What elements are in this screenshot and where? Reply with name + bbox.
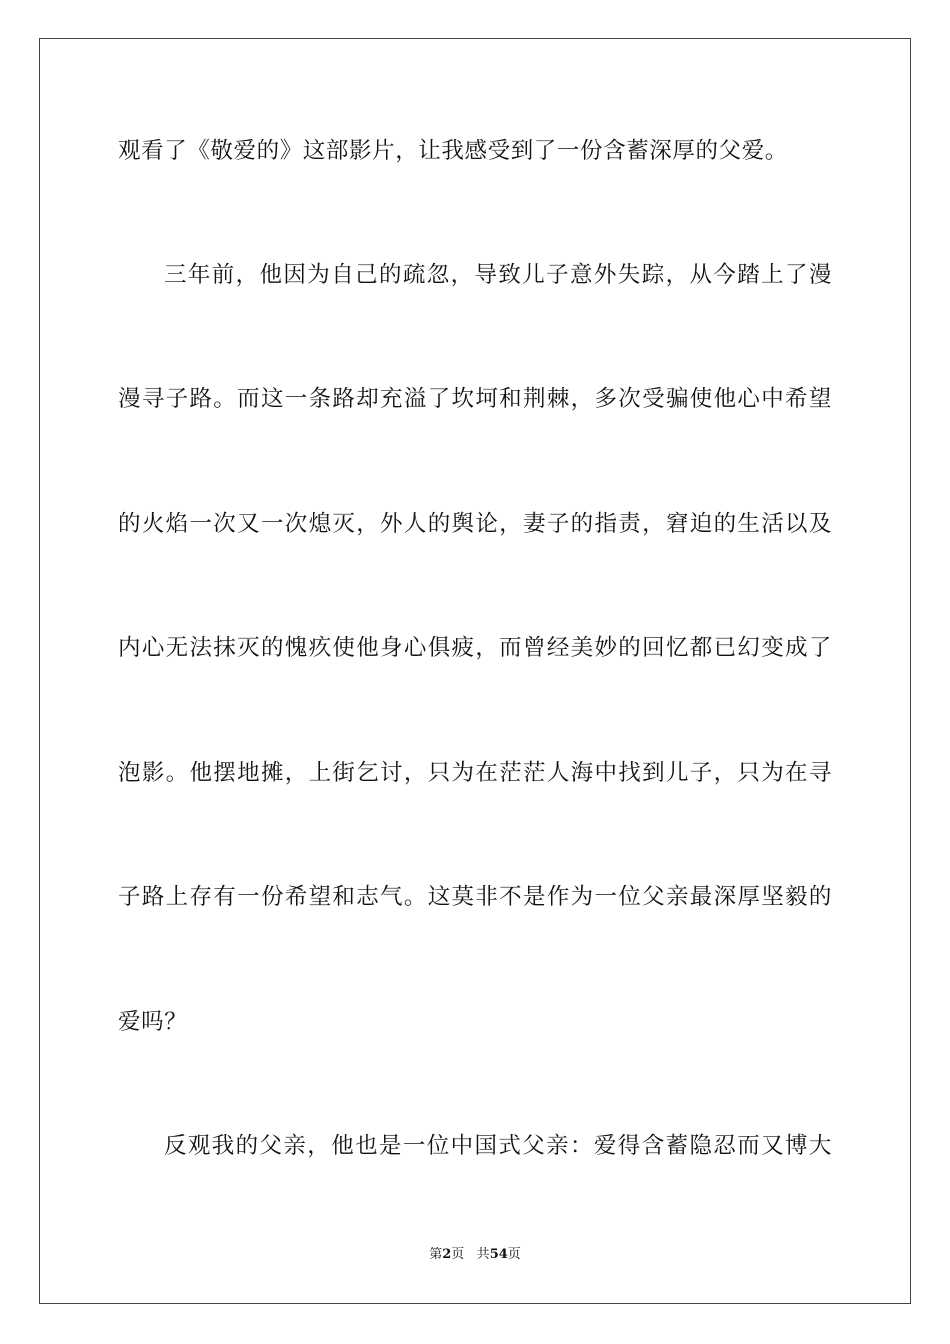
text-line-5: 内心无法抹灭的愧疚使他身心俱疲，而曾经美妙的回忆都已幻变成了 (118, 635, 832, 661)
footer-page-prefix: 第 (429, 1247, 443, 1262)
page-footer (0, 1246, 950, 1264)
text-line-2: 三年前，他因为自己的疏忽，导致儿子意外失踪，从今踏上了漫 (164, 262, 832, 288)
footer-page-number: 2 (442, 1247, 452, 1262)
text-line-1: 观看了《敬爱的》这部影片，让我感受到了一份含蓄深厚的父爱。 (118, 138, 788, 164)
footer-total-suffix: 页 (507, 1247, 521, 1262)
footer-page-suffix: 页 (451, 1247, 465, 1262)
text-line-8: 爱吗？ (118, 1009, 188, 1035)
text-line-6: 泡影。他摆地摊，上街乞讨，只为在茫茫人海中找到儿子，只为在寻 (118, 760, 832, 786)
page-border (39, 38, 911, 1304)
text-line-4: 的火焰一次又一次熄灭，外人的舆论，妻子的指责，窘迫的生活以及 (118, 511, 832, 537)
text-line-7: 子路上存有一份希望和志气。这莫非不是作为一位父亲最深厚坚毅的 (118, 884, 832, 910)
footer-total-pages: 54 (489, 1247, 508, 1262)
footer-total-prefix: 共 (476, 1247, 490, 1262)
text-line-9: 反观我的父亲，他也是一位中国式父亲：爱得含蓄隐忍而又博大 (164, 1133, 832, 1159)
text-line-3: 漫寻子路。而这一条路却充溢了坎坷和荆棘，多次受骗使他心中希望 (118, 386, 832, 412)
